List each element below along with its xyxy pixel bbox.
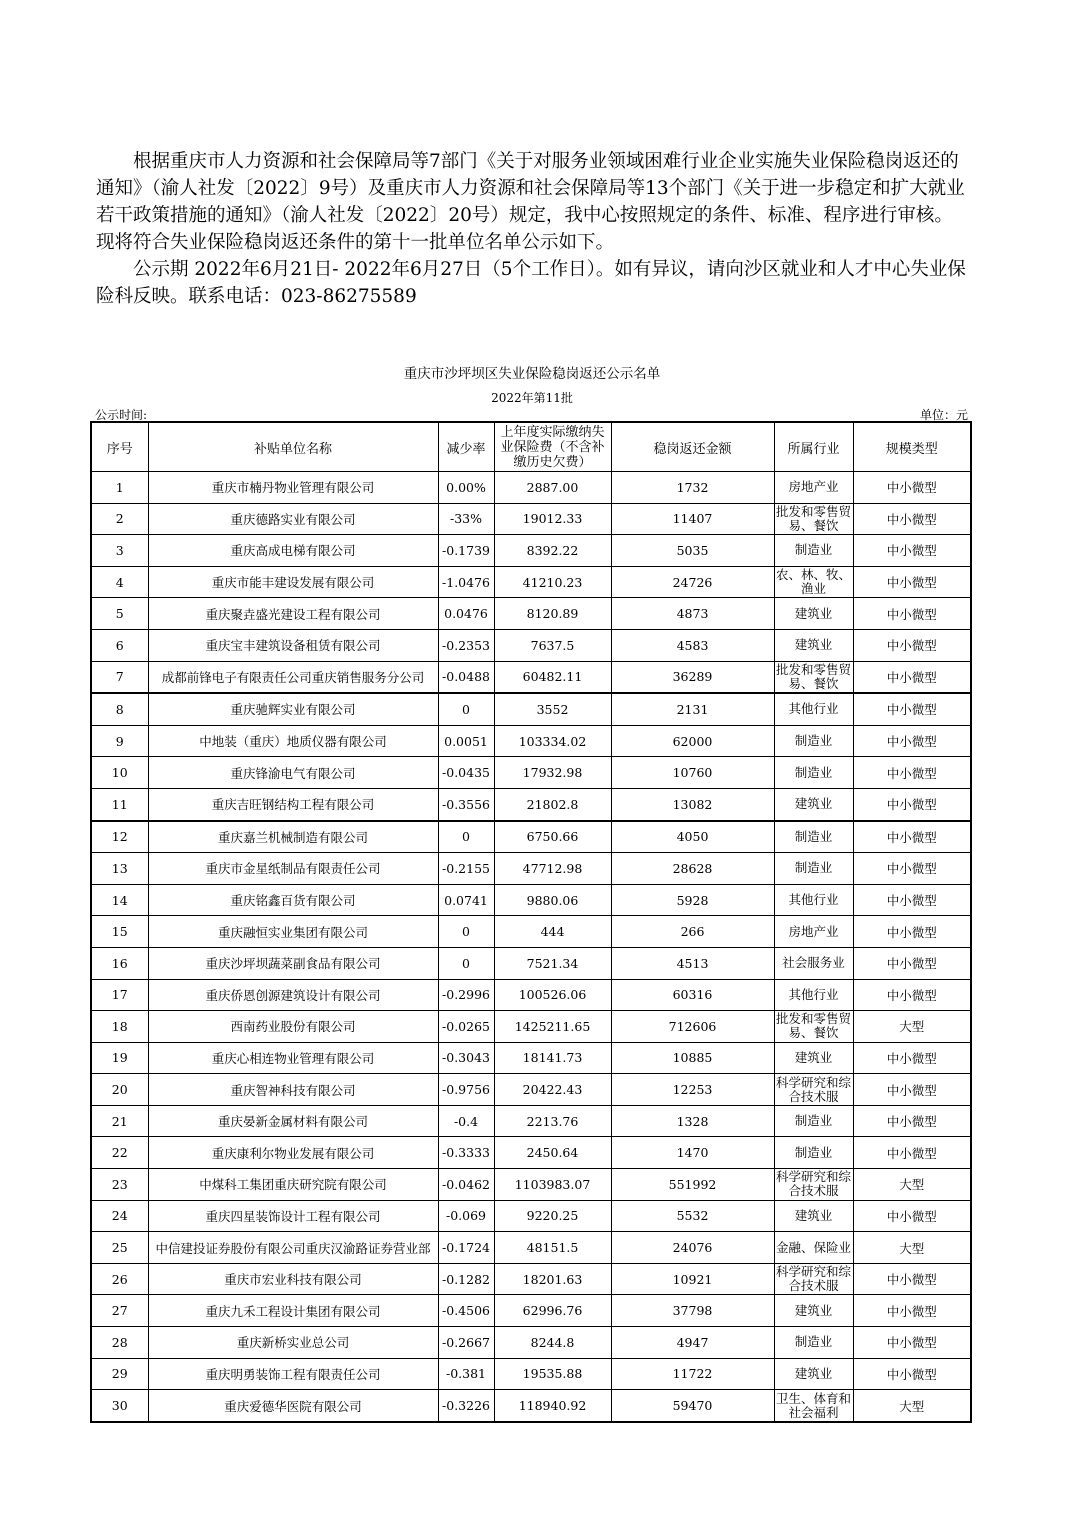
row-company: 重庆市宏业科技有限公司 — [148, 1263, 438, 1295]
industry-text: 建筑业 — [794, 606, 833, 621]
row-scale: 中小微型 — [853, 535, 971, 567]
row-industry — [774, 1011, 853, 1043]
row-reduction-rate: -0.3333 — [438, 1137, 494, 1169]
row-refund-amount: 36289 — [611, 661, 774, 693]
row-premium: 2213.76 — [494, 1105, 611, 1137]
row-scale: 中小微型 — [853, 472, 971, 504]
row-industry — [774, 1358, 853, 1390]
table-row — [91, 472, 971, 504]
row-scale: 中小微型 — [853, 1137, 971, 1169]
industry-text: 制造业 — [794, 829, 833, 844]
row-index: 23 — [91, 1169, 148, 1201]
row-premium: 41210.23 — [494, 566, 611, 598]
row-reduction-rate: 0 — [438, 821, 494, 853]
table-header-row — [91, 422, 971, 472]
row-scale: 中小微型 — [853, 1200, 971, 1232]
row-scale: 中小微型 — [853, 947, 971, 979]
industry-text: 建筑业 — [794, 1208, 833, 1223]
row-refund-amount: 551992 — [611, 1169, 774, 1201]
row-scale: 中小微型 — [853, 884, 971, 916]
row-reduction-rate: -0.0435 — [438, 757, 494, 789]
row-industry — [774, 1232, 853, 1264]
row-industry — [774, 947, 853, 979]
row-premium: 8392.22 — [494, 535, 611, 567]
table-row — [91, 757, 971, 789]
row-premium: 2450.64 — [494, 1137, 611, 1169]
industry-text: 制造业 — [794, 543, 833, 558]
row-refund-amount: 4873 — [611, 598, 774, 630]
row-index: 6 — [91, 629, 148, 661]
row-premium: 8244.8 — [494, 1327, 611, 1359]
row-refund-amount: 712606 — [611, 1011, 774, 1043]
row-industry — [774, 566, 853, 598]
row-reduction-rate: -0.2155 — [438, 853, 494, 885]
row-company: 中地装（重庆）地质仪器有限公司 — [148, 725, 438, 757]
row-scale: 中小微型 — [853, 853, 971, 885]
row-refund-amount: 59470 — [611, 1390, 774, 1422]
row-company: 重庆九禾工程设计集团有限公司 — [148, 1295, 438, 1327]
row-index: 22 — [91, 1137, 148, 1169]
row-index: 18 — [91, 1011, 148, 1043]
row-index: 28 — [91, 1327, 148, 1359]
row-index: 8 — [91, 693, 148, 725]
row-premium: 17932.98 — [494, 757, 611, 789]
row-scale: 中小微型 — [853, 1074, 971, 1106]
row-scale: 中小微型 — [853, 1358, 971, 1390]
row-refund-amount: 1732 — [611, 472, 774, 504]
row-premium: 6750.66 — [494, 821, 611, 853]
table-row — [91, 629, 971, 661]
industry-text: 建筑业 — [794, 1050, 833, 1065]
row-scale: 中小微型 — [853, 1295, 971, 1327]
row-reduction-rate: -0.069 — [438, 1200, 494, 1232]
row-index: 30 — [91, 1390, 148, 1422]
table-row — [91, 598, 971, 630]
row-industry — [774, 535, 853, 567]
row-scale: 中小微型 — [853, 1042, 971, 1074]
row-industry — [774, 1390, 853, 1422]
table-row — [91, 1011, 971, 1043]
industry-text: 其他行业 — [788, 702, 839, 717]
table-row — [91, 1263, 971, 1295]
row-reduction-rate: 0.00% — [438, 472, 494, 504]
row-premium: 9220.25 — [494, 1200, 611, 1232]
table-row — [91, 503, 971, 535]
row-scale: 中小微型 — [853, 598, 971, 630]
row-industry — [774, 598, 853, 630]
row-scale: 中小微型 — [853, 629, 971, 661]
industry-text: 科学研究和综合技术服 — [775, 1170, 851, 1199]
row-refund-amount: 266 — [611, 916, 774, 948]
table-row — [91, 916, 971, 948]
row-reduction-rate: -1.0476 — [438, 566, 494, 598]
row-industry — [774, 1327, 853, 1359]
row-scale: 中小微型 — [853, 661, 971, 693]
row-company: 重庆市楠丹物业管理有限公司 — [148, 472, 438, 504]
row-scale: 大型 — [853, 1390, 971, 1422]
row-index: 1 — [91, 472, 148, 504]
row-industry — [774, 1042, 853, 1074]
row-index: 24 — [91, 1200, 148, 1232]
row-premium: 18141.73 — [494, 1042, 611, 1074]
row-reduction-rate: -0.2353 — [438, 629, 494, 661]
table-row — [91, 1042, 971, 1074]
row-refund-amount: 12253 — [611, 1074, 774, 1106]
notice-text — [96, 148, 970, 310]
row-reduction-rate: 0 — [438, 693, 494, 725]
row-index: 27 — [91, 1295, 148, 1327]
industry-text: 批发和零售贸易、餐饮 — [775, 1012, 851, 1041]
row-company: 西南药业股份有限公司 — [148, 1011, 438, 1043]
row-refund-amount: 24076 — [611, 1232, 774, 1264]
industry-text: 房地产业 — [788, 480, 839, 495]
row-refund-amount: 10760 — [611, 757, 774, 789]
row-premium: 7521.34 — [494, 947, 611, 979]
table-row — [91, 788, 971, 820]
row-industry — [774, 853, 853, 885]
announce-time-label: 公示时间: — [95, 408, 148, 422]
row-company: 重庆市能丰建设发展有限公司 — [148, 566, 438, 598]
header-index: 序号 — [91, 422, 148, 472]
row-company: 重庆沙坪坝蔬菜副食品有限公司 — [148, 947, 438, 979]
row-index: 3 — [91, 535, 148, 567]
row-reduction-rate: -33% — [438, 503, 494, 535]
table-row — [91, 1200, 971, 1232]
row-scale: 中小微型 — [853, 1263, 971, 1295]
row-index: 19 — [91, 1042, 148, 1074]
row-premium: 48151.5 — [494, 1232, 611, 1264]
row-scale: 大型 — [853, 1232, 971, 1264]
row-industry — [774, 1137, 853, 1169]
row-refund-amount: 4583 — [611, 629, 774, 661]
row-refund-amount: 1328 — [611, 1105, 774, 1137]
row-scale: 中小微型 — [853, 916, 971, 948]
row-refund-amount: 4050 — [611, 821, 774, 853]
notice-paragraph-2: 公示期 2022年6月21日- 2022年6月27日（5个工作日）。如有异议，请向沙区就业和人才中心失业保险科反映。联系电话：023-86275589 — [96, 259, 966, 307]
industry-text: 建筑业 — [794, 638, 833, 653]
row-company: 重庆融恒实业集团有限公司 — [148, 916, 438, 948]
row-industry — [774, 1263, 853, 1295]
row-industry — [774, 1169, 853, 1201]
row-scale: 大型 — [853, 1169, 971, 1201]
row-company: 重庆聚垚盛光建设工程有限公司 — [148, 598, 438, 630]
row-industry — [774, 788, 853, 820]
table-row — [91, 566, 971, 598]
industry-text: 金融、保险业 — [775, 1240, 851, 1255]
row-reduction-rate: -0.1739 — [438, 535, 494, 567]
industry-text: 制造业 — [794, 765, 833, 780]
header-premium: 上年度实际缴纳失业保险费（不含补缴历史欠费） — [494, 422, 611, 472]
row-company: 重庆市金星纸制品有限责任公司 — [148, 853, 438, 885]
industry-text: 建筑业 — [794, 1303, 833, 1318]
row-refund-amount: 4947 — [611, 1327, 774, 1359]
row-refund-amount: 11722 — [611, 1358, 774, 1390]
row-industry — [774, 916, 853, 948]
row-premium: 18201.63 — [494, 1263, 611, 1295]
row-index: 9 — [91, 725, 148, 757]
row-reduction-rate: -0.4 — [438, 1105, 494, 1137]
row-index: 26 — [91, 1263, 148, 1295]
row-industry — [774, 1074, 853, 1106]
industry-text: 制造业 — [794, 861, 833, 876]
row-industry — [774, 693, 853, 725]
row-refund-amount: 10885 — [611, 1042, 774, 1074]
table-row — [91, 1169, 971, 1201]
row-reduction-rate: 0 — [438, 947, 494, 979]
table-title: 重庆市沙坪坝区失业保险稳岗返还公示名单 — [403, 366, 661, 382]
header-company: 补贴单位名称 — [148, 422, 438, 472]
row-reduction-rate: -0.9756 — [438, 1074, 494, 1106]
row-refund-amount: 28628 — [611, 853, 774, 885]
table-row — [91, 853, 971, 885]
row-index: 7 — [91, 661, 148, 693]
row-premium: 20422.43 — [494, 1074, 611, 1106]
row-premium: 2887.00 — [494, 472, 611, 504]
row-company: 成都前锋电子有限责任公司重庆销售服务分公司 — [148, 661, 438, 693]
row-refund-amount: 5532 — [611, 1200, 774, 1232]
row-premium: 9880.06 — [494, 884, 611, 916]
row-industry — [774, 629, 853, 661]
row-scale: 中小微型 — [853, 503, 971, 535]
table-row — [91, 821, 971, 853]
row-refund-amount: 5928 — [611, 884, 774, 916]
industry-text: 批发和零售贸易、餐饮 — [775, 504, 851, 533]
row-scale: 中小微型 — [853, 1327, 971, 1359]
row-reduction-rate: -0.0265 — [438, 1011, 494, 1043]
row-refund-amount: 24726 — [611, 566, 774, 598]
row-company: 重庆铭鑫百货有限公司 — [148, 884, 438, 916]
table-row — [91, 693, 971, 725]
row-industry — [774, 1105, 853, 1137]
row-company: 重庆四星装饰设计工程有限公司 — [148, 1200, 438, 1232]
row-scale: 中小微型 — [853, 725, 971, 757]
row-premium: 1103983.07 — [494, 1169, 611, 1201]
row-company: 重庆明勇装饰工程有限责任公司 — [148, 1358, 438, 1390]
table-row — [91, 884, 971, 916]
row-reduction-rate: 0 — [438, 916, 494, 948]
row-refund-amount: 2131 — [611, 693, 774, 725]
row-reduction-rate: -0.1282 — [438, 1263, 494, 1295]
row-company: 重庆康利尔物业发展有限公司 — [148, 1137, 438, 1169]
row-index: 15 — [91, 916, 148, 948]
row-industry — [774, 661, 853, 693]
header-refund-amount: 稳岗返还金额 — [611, 422, 774, 472]
row-industry — [774, 725, 853, 757]
row-company: 重庆心相连物业管理有限公司 — [148, 1042, 438, 1074]
unit-label: 单位：元 — [919, 408, 968, 422]
row-reduction-rate: 0.0476 — [438, 598, 494, 630]
row-company: 重庆驰辉实业有限公司 — [148, 693, 438, 725]
table-row — [91, 1074, 971, 1106]
table-row — [91, 1390, 971, 1422]
row-index: 25 — [91, 1232, 148, 1264]
row-industry — [774, 1200, 853, 1232]
row-index: 16 — [91, 947, 148, 979]
row-premium: 118940.92 — [494, 1390, 611, 1422]
header-reduction-rate: 减少率 — [438, 422, 494, 472]
row-refund-amount: 13082 — [611, 788, 774, 820]
row-index: 12 — [91, 821, 148, 853]
row-company: 重庆侨恩创源建筑设计有限公司 — [148, 979, 438, 1011]
row-premium: 7637.5 — [494, 629, 611, 661]
row-company: 重庆晏新金属材料有限公司 — [148, 1105, 438, 1137]
notice-paragraph-1: 根据重庆市人力资源和社会保障局等7部门《关于对服务业领域困难行业企业实施失业保险稳岗返还的通知》（渝人社发〔2022〕9号）及重庆市人力资源和社会保障局等13个部门《关于进一步稳定和扩大就业若干政策措施的通知》（渝人社发〔2022〕20号）规定，我中心按照规定的条件、标准、程序进行审核。现将符合失业保险稳岗返还条件的第十一批单位名单公示如下。 — [96, 151, 965, 253]
industry-text: 社会服务业 — [782, 956, 845, 971]
table-row — [91, 1137, 971, 1169]
row-industry — [774, 979, 853, 1011]
row-index: 2 — [91, 503, 148, 535]
industry-text: 制造业 — [794, 1114, 833, 1129]
row-company: 重庆爱德华医院有限公司 — [148, 1390, 438, 1422]
row-reduction-rate: 0.0051 — [438, 725, 494, 757]
row-refund-amount: 5035 — [611, 535, 774, 567]
row-index: 5 — [91, 598, 148, 630]
row-scale: 中小微型 — [853, 757, 971, 789]
industry-text: 建筑业 — [794, 797, 833, 812]
row-index: 10 — [91, 757, 148, 789]
row-premium: 60482.11 — [494, 661, 611, 693]
row-company: 重庆嘉兰机械制造有限公司 — [148, 821, 438, 853]
row-premium: 19012.33 — [494, 503, 611, 535]
table-row — [91, 725, 971, 757]
row-scale: 中小微型 — [853, 979, 971, 1011]
industry-text: 农、林、牧、渔业 — [775, 568, 851, 597]
row-reduction-rate: -0.3556 — [438, 788, 494, 820]
row-scale: 大型 — [853, 1011, 971, 1043]
row-reduction-rate: -0.1724 — [438, 1232, 494, 1264]
row-scale: 中小微型 — [853, 788, 971, 820]
table-row — [91, 661, 971, 693]
row-company: 中煤科工集团重庆研究院有限公司 — [148, 1169, 438, 1201]
table-row — [91, 947, 971, 979]
row-refund-amount: 60316 — [611, 979, 774, 1011]
row-reduction-rate: -0.0462 — [438, 1169, 494, 1201]
row-premium: 3552 — [494, 693, 611, 725]
row-index: 13 — [91, 853, 148, 885]
industry-text: 其他行业 — [788, 987, 839, 1002]
row-reduction-rate: -0.2667 — [438, 1327, 494, 1359]
row-refund-amount: 1470 — [611, 1137, 774, 1169]
row-index: 21 — [91, 1105, 148, 1137]
row-index: 14 — [91, 884, 148, 916]
row-industry — [774, 821, 853, 853]
table-row — [91, 1105, 971, 1137]
row-industry — [774, 884, 853, 916]
row-premium: 1425211.65 — [494, 1011, 611, 1043]
row-refund-amount: 62000 — [611, 725, 774, 757]
industry-text: 房地产业 — [788, 924, 839, 939]
row-company: 重庆新桥实业总公司 — [148, 1327, 438, 1359]
row-index: 4 — [91, 566, 148, 598]
row-premium: 21802.8 — [494, 788, 611, 820]
table-row — [91, 979, 971, 1011]
row-scale: 中小微型 — [853, 566, 971, 598]
row-company: 重庆锋渝电气有限公司 — [148, 757, 438, 789]
table-row — [91, 1358, 971, 1390]
industry-text: 科学研究和综合技术服 — [775, 1075, 851, 1104]
industry-text: 其他行业 — [788, 893, 839, 908]
row-scale: 中小微型 — [853, 1105, 971, 1137]
row-refund-amount: 37798 — [611, 1295, 774, 1327]
row-scale: 中小微型 — [853, 693, 971, 725]
industry-text: 卫生、体育和社会福利 — [775, 1391, 851, 1420]
row-refund-amount: 4513 — [611, 947, 774, 979]
industry-text: 批发和零售贸易、餐饮 — [775, 662, 851, 691]
industry-text: 制造业 — [794, 1335, 833, 1350]
row-refund-amount: 11407 — [611, 503, 774, 535]
row-reduction-rate: -0.0488 — [438, 661, 494, 693]
table-row — [91, 1232, 971, 1264]
row-premium: 444 — [494, 916, 611, 948]
subsidy-table — [90, 421, 972, 1423]
industry-text: 建筑业 — [794, 1366, 833, 1381]
header-scale: 规模类型 — [853, 422, 971, 472]
row-industry — [774, 472, 853, 504]
row-reduction-rate: -0.4506 — [438, 1295, 494, 1327]
row-company: 重庆智神科技有限公司 — [148, 1074, 438, 1106]
industry-text: 制造业 — [794, 1145, 833, 1160]
header-industry: 所属行业 — [774, 422, 853, 472]
table-row — [91, 1295, 971, 1327]
row-reduction-rate: -0.3043 — [438, 1042, 494, 1074]
row-index: 11 — [91, 788, 148, 820]
row-reduction-rate: -0.381 — [438, 1358, 494, 1390]
row-premium: 8120.89 — [494, 598, 611, 630]
row-index: 29 — [91, 1358, 148, 1390]
row-company: 中信建投证券股份有限公司重庆汉渝路证券营业部 — [148, 1232, 438, 1264]
row-index: 20 — [91, 1074, 148, 1106]
row-industry — [774, 503, 853, 535]
row-industry — [774, 757, 853, 789]
row-reduction-rate: -0.3226 — [438, 1390, 494, 1422]
table-row — [91, 1327, 971, 1359]
row-company: 重庆吉旺钢结构工程有限公司 — [148, 788, 438, 820]
row-company: 重庆高成电梯有限公司 — [148, 535, 438, 567]
row-reduction-rate: -0.2996 — [438, 979, 494, 1011]
row-premium: 100526.06 — [494, 979, 611, 1011]
row-refund-amount: 10921 — [611, 1263, 774, 1295]
row-reduction-rate: 0.0741 — [438, 884, 494, 916]
batch-label: 2022年第11批 — [491, 391, 573, 405]
row-scale: 中小微型 — [853, 821, 971, 853]
row-index: 17 — [91, 979, 148, 1011]
table-row — [91, 535, 971, 567]
row-company: 重庆宝丰建筑设备租赁有限公司 — [148, 629, 438, 661]
row-premium: 19535.88 — [494, 1358, 611, 1390]
industry-text: 制造业 — [794, 734, 833, 749]
row-industry — [774, 1295, 853, 1327]
row-premium: 62996.76 — [494, 1295, 611, 1327]
row-company: 重庆德路实业有限公司 — [148, 503, 438, 535]
row-premium: 47712.98 — [494, 853, 611, 885]
industry-text: 科学研究和综合技术服 — [775, 1265, 851, 1294]
row-premium: 103334.02 — [494, 725, 611, 757]
